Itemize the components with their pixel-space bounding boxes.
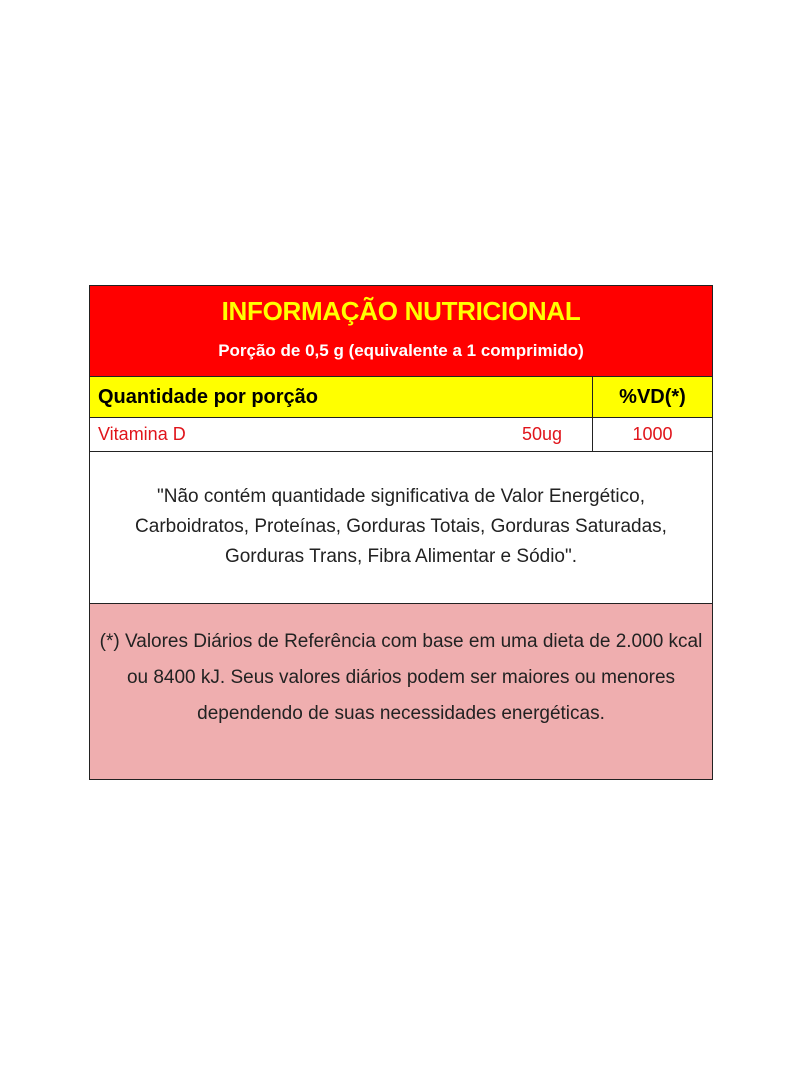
nutrient-cell (90, 418, 593, 451)
table-row (90, 418, 712, 452)
quantity-column-header: Quantidade por porção (90, 377, 593, 417)
nutrient-amount: 50ug (521, 424, 562, 444)
nutrition-facts-table (89, 285, 713, 780)
nutrient-name: Vitamina D (98, 424, 186, 444)
table-title: INFORMAÇÃO NUTRICIONAL (221, 296, 581, 326)
non-significant-note: "Não contém quantidade significativa de Valor Energético, Carboidratos, Proteínas, Gorduras Totais, Gorduras Saturadas, Gorduras Trans, Fibra Alimentar e Sódio". (90, 452, 712, 604)
vd-column-header: %VD(*) (619, 386, 686, 408)
daily-values-footnote: (*) Valores Diários de Referência com base em uma dieta de 2.000 kcal ou 8400 kJ. Seus valores diários podem ser maiores ou menores dependendo de suas necessidades energéticas. (90, 604, 712, 779)
nutrient-vd: 1000 (632, 424, 673, 444)
serving-size: Porção de 0,5 g (equivalente a 1 comprimido) (218, 341, 584, 360)
table-header (90, 286, 712, 377)
column-header-row (90, 377, 712, 418)
